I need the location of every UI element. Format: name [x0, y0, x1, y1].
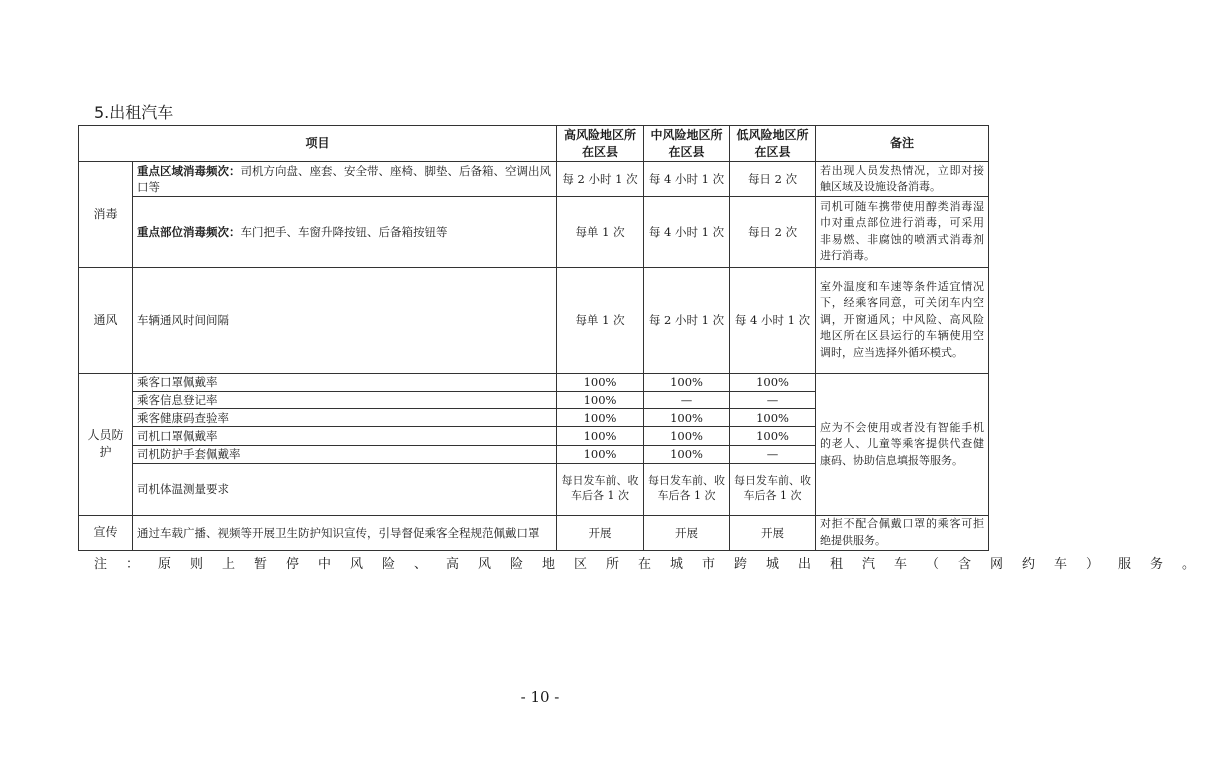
table-row — [79, 197, 989, 267]
category-publicity: 宣传 — [79, 515, 133, 550]
item-cell: 司机防护手套佩戴率 — [133, 445, 557, 463]
footnote: 注：原则上暂停中风险、高风险地区所在城市跨城出租汽车（含网约车）服务。 — [94, 557, 1214, 572]
item-label: 重点区域消毒频次： — [137, 163, 241, 178]
value-low: 100% — [730, 427, 816, 445]
category-disinfection: 消毒 — [79, 162, 133, 267]
item-cell: 乘客信息登记率 — [133, 391, 557, 409]
value-mid: 每日发车前、收车后各 1 次 — [644, 463, 730, 515]
note-cell: 司机可随车携带使用醇类消毒湿巾对重点部位进行消毒，可采用非易燃、非腐蚀的喷洒式消毒剂进行消毒。 — [816, 197, 989, 267]
value-high: 100% — [557, 391, 644, 409]
value-low: 每日 2 次 — [730, 162, 816, 197]
value-low: — — [730, 391, 816, 409]
value-high: 每单 1 次 — [557, 267, 644, 373]
value-mid: 100% — [644, 445, 730, 463]
value-low: 100% — [730, 373, 816, 391]
value-mid: 100% — [644, 427, 730, 445]
header-note: 备注 — [816, 126, 989, 162]
value-mid: 开展 — [644, 515, 730, 550]
taxi-policy-table — [78, 125, 989, 551]
value-mid: 100% — [644, 409, 730, 427]
note-cell: 若出现人员发热情况，立即对接触区域及设施设备消毒。 — [816, 162, 989, 197]
item-cell — [133, 162, 557, 197]
value-low: 开展 — [730, 515, 816, 550]
item-cell: 通过车载广播、视频等开展卫生防护知识宣传，引导督促乘客全程规范佩戴口罩 — [133, 515, 557, 550]
table-header-row — [79, 126, 989, 162]
value-low: 每日 2 次 — [730, 197, 816, 267]
value-high: 100% — [557, 373, 644, 391]
table-row — [79, 373, 989, 391]
item-text: 司机方向盘、座套、安全带、座椅、脚垫、后备箱、空调出风口等 — [137, 163, 551, 195]
value-high: 每单 1 次 — [557, 197, 644, 267]
item-label: 重点部位消毒频次： — [137, 224, 241, 239]
note-cell: 室外温度和车速等条件适宜情况下，经乘客同意，可关闭车内空调，开窗通风；中风险、高风险地区所在区县运行的车辆使用空调时，应当选择外循环模式。 — [816, 267, 989, 373]
item-cell: 车辆通风时间间隔 — [133, 267, 557, 373]
value-high: 100% — [557, 427, 644, 445]
value-low: 每日发车前、收车后各 1 次 — [730, 463, 816, 515]
header-item: 项目 — [79, 126, 557, 162]
value-mid: 每 4 小时 1 次 — [644, 162, 730, 197]
header-high-risk: 高风险地区所在区县 — [557, 126, 644, 162]
header-mid-risk: 中风险地区所在区县 — [644, 126, 730, 162]
value-mid: 每 4 小时 1 次 — [644, 197, 730, 267]
item-cell: 乘客口罩佩戴率 — [133, 373, 557, 391]
table-row — [79, 267, 989, 373]
table-row — [79, 515, 989, 550]
page-number: - 10 - — [520, 688, 560, 706]
item-cell: 乘客健康码查验率 — [133, 409, 557, 427]
value-low: 100% — [730, 409, 816, 427]
value-high: 100% — [557, 409, 644, 427]
section-title: 5.出租汽车 — [94, 103, 174, 122]
value-low: — — [730, 445, 816, 463]
table-row — [79, 162, 989, 197]
value-mid: 每 2 小时 1 次 — [644, 267, 730, 373]
item-cell — [133, 197, 557, 267]
value-low: 每 4 小时 1 次 — [730, 267, 816, 373]
item-cell: 司机口罩佩戴率 — [133, 427, 557, 445]
value-high: 100% — [557, 445, 644, 463]
value-mid: 100% — [644, 373, 730, 391]
value-high: 开展 — [557, 515, 644, 550]
item-text: 车门把手、车窗升降按钮、后备箱按钮等 — [240, 224, 448, 239]
item-cell: 司机体温测量要求 — [133, 463, 557, 515]
header-low-risk: 低风险地区所在区县 — [730, 126, 816, 162]
value-high: 每 2 小时 1 次 — [557, 162, 644, 197]
value-mid: — — [644, 391, 730, 409]
category-personnel: 人员防护 — [79, 373, 133, 515]
value-high: 每日发车前、收车后各 1 次 — [557, 463, 644, 515]
note-cell: 对拒不配合佩戴口罩的乘客可拒绝提供服务。 — [816, 515, 989, 550]
category-ventilation: 通风 — [79, 267, 133, 373]
note-cell: 应为不会使用或者没有智能手机的老人、儿童等乘客提供代查健康码、协助信息填报等服务。 — [816, 373, 989, 515]
